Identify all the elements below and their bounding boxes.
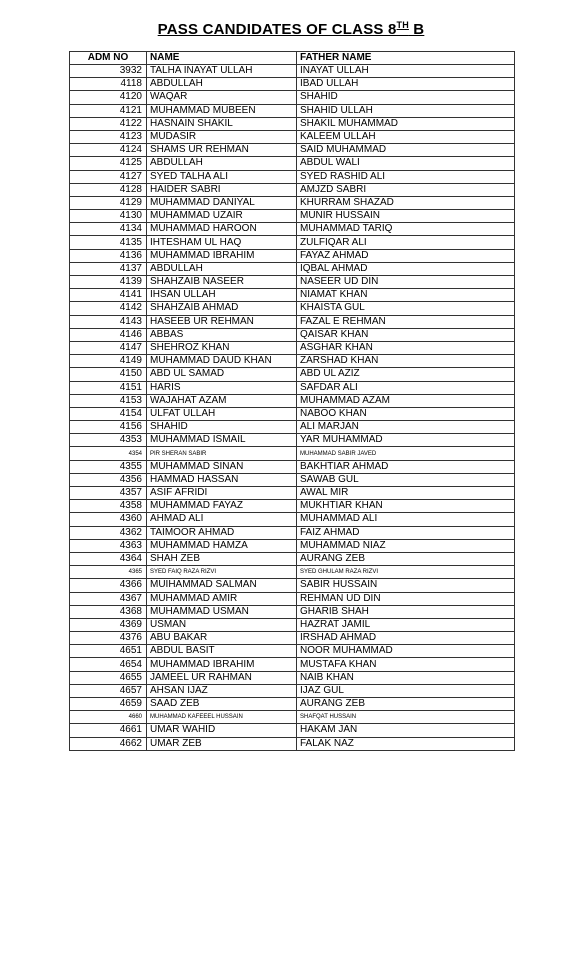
name-cell: SHEHROZ KHAN: [147, 341, 297, 354]
table-row: [70, 262, 515, 275]
father-name-cell: BAKHTIAR AHMAD: [297, 460, 515, 473]
table-row: [70, 737, 515, 750]
father-name-cell: SABIR HUSSAIN: [297, 579, 515, 592]
name-cell: JAMEEL UR RAHMAN: [147, 671, 297, 684]
name-cell: MUHAMMAD DANIYAL: [147, 196, 297, 209]
table-row: [70, 671, 515, 684]
name-cell: PIR SHERAN SABIR: [147, 447, 297, 460]
father-name-cell: IJAZ GUL: [297, 684, 515, 697]
table-row: [70, 381, 515, 394]
header-name: NAME: [147, 52, 297, 65]
adm-no-cell: 4130: [70, 210, 147, 223]
adm-no-cell: 4376: [70, 632, 147, 645]
father-name-cell: YAR MUHAMMAD: [297, 434, 515, 447]
name-cell: SHAMS UR REHMAN: [147, 144, 297, 157]
name-cell: MUHAMMAD HAROON: [147, 223, 297, 236]
table-row: [70, 421, 515, 434]
adm-no-cell: 4360: [70, 513, 147, 526]
table-row: [70, 276, 515, 289]
name-cell: ULFAT ULLAH: [147, 407, 297, 420]
adm-no-cell: 4147: [70, 341, 147, 354]
name-cell: ABDULLAH: [147, 78, 297, 91]
table-row: [70, 434, 515, 447]
father-name-cell: MUKHTIAR KHAN: [297, 500, 515, 513]
name-cell: MUHAMMAD FAYAZ: [147, 500, 297, 513]
name-cell: ABDULLAH: [147, 157, 297, 170]
adm-no-cell: 4362: [70, 526, 147, 539]
father-name-cell: AWAL MIR: [297, 487, 515, 500]
title-superscript: TH: [396, 20, 409, 30]
table-row: [70, 328, 515, 341]
adm-no-cell: 4134: [70, 223, 147, 236]
father-name-cell: MUHAMMAD AZAM: [297, 394, 515, 407]
adm-no-cell: 4151: [70, 381, 147, 394]
father-name-cell: KHURRAM SHAZAD: [297, 196, 515, 209]
name-cell: MUHAMMAD KAFEEEL HUSSAIN: [147, 711, 297, 724]
father-name-cell: SHAHID: [297, 91, 515, 104]
table-row: [70, 513, 515, 526]
name-cell: SHAHID: [147, 421, 297, 434]
table-row: [70, 658, 515, 671]
table-row: [70, 170, 515, 183]
table-row: [70, 130, 515, 143]
table-row: [70, 65, 515, 78]
table-row: [70, 447, 515, 460]
father-name-cell: SYED GHULAM RAZA RIZVI: [297, 566, 515, 579]
table-row: [70, 341, 515, 354]
name-cell: SHAHZAIB NASEER: [147, 276, 297, 289]
table-row: [70, 394, 515, 407]
father-name-cell: REHMAN UD DIN: [297, 592, 515, 605]
table-row: [70, 500, 515, 513]
header-father-name: FATHER NAME: [297, 52, 515, 65]
name-cell: MUHAMMAD IBRAHIM: [147, 249, 297, 262]
name-cell: MUHAMMAD UZAIR: [147, 210, 297, 223]
adm-no-cell: 4655: [70, 671, 147, 684]
title-suffix: B: [408, 21, 425, 38]
header-adm-no: ADM NO: [70, 52, 147, 65]
title-text: PASS CANDIDATES OF CLASS 8: [157, 21, 397, 38]
father-name-cell: ASGHAR KHAN: [297, 341, 515, 354]
table-row: [70, 473, 515, 486]
name-cell: ABDUL BASIT: [147, 645, 297, 658]
table-row: [70, 368, 515, 381]
adm-no-cell: 4150: [70, 368, 147, 381]
father-name-cell: NAIB KHAN: [297, 671, 515, 684]
adm-no-cell: 4369: [70, 618, 147, 631]
father-name-cell: HAKAM JAN: [297, 724, 515, 737]
name-cell: MUDASIR: [147, 130, 297, 143]
father-name-cell: MUHAMMAD ALI: [297, 513, 515, 526]
father-name-cell: IRSHAD AHMAD: [297, 632, 515, 645]
table-row: [70, 289, 515, 302]
father-name-cell: IBAD ULLAH: [297, 78, 515, 91]
table-row: [70, 355, 515, 368]
adm-no-cell: 4146: [70, 328, 147, 341]
name-cell: HASEEB UR REHMAN: [147, 315, 297, 328]
table-row: [70, 249, 515, 262]
table-header-row: [70, 52, 515, 65]
table-row: [70, 698, 515, 711]
name-cell: WAJAHAT AZAM: [147, 394, 297, 407]
name-cell: AHMAD ALI: [147, 513, 297, 526]
adm-no-cell: 4659: [70, 698, 147, 711]
table-row: [70, 223, 515, 236]
father-name-cell: GHARIB SHAH: [297, 605, 515, 618]
adm-no-cell: 4127: [70, 170, 147, 183]
table-row: [70, 592, 515, 605]
table-body: [70, 65, 515, 751]
father-name-cell: MUNIR HUSSAIN: [297, 210, 515, 223]
table-row: [70, 91, 515, 104]
name-cell: MUHAMMAD AMIR: [147, 592, 297, 605]
father-name-cell: AURANG ZEB: [297, 698, 515, 711]
father-name-cell: SYED RASHID ALI: [297, 170, 515, 183]
father-name-cell: SHAHID ULLAH: [297, 104, 515, 117]
table-row: [70, 196, 515, 209]
table-row: [70, 487, 515, 500]
adm-no-cell: 4154: [70, 407, 147, 420]
adm-no-cell: 4353: [70, 434, 147, 447]
adm-no-cell: 4141: [70, 289, 147, 302]
father-name-cell: IQBAL AHMAD: [297, 262, 515, 275]
adm-no-cell: 4657: [70, 684, 147, 697]
table-row: [70, 302, 515, 315]
adm-no-cell: 4367: [70, 592, 147, 605]
adm-no-cell: 4137: [70, 262, 147, 275]
adm-no-cell: 4358: [70, 500, 147, 513]
name-cell: IHSAN ULLAH: [147, 289, 297, 302]
table-row: [70, 236, 515, 249]
adm-no-cell: 4135: [70, 236, 147, 249]
father-name-cell: KHAISTA GUL: [297, 302, 515, 315]
father-name-cell: MUHAMMAD TARIQ: [297, 223, 515, 236]
name-cell: UMAR WAHID: [147, 724, 297, 737]
adm-no-cell: 4662: [70, 737, 147, 750]
adm-no-cell: 4660: [70, 711, 147, 724]
name-cell: TALHA INAYAT ULLAH: [147, 65, 297, 78]
adm-no-cell: 3932: [70, 65, 147, 78]
father-name-cell: AURANG ZEB: [297, 552, 515, 565]
table-row: [70, 645, 515, 658]
father-name-cell: ZARSHAD KHAN: [297, 355, 515, 368]
name-cell: HARIS: [147, 381, 297, 394]
adm-no-cell: 4365: [70, 566, 147, 579]
adm-no-cell: 4143: [70, 315, 147, 328]
father-name-cell: KALEEM ULLAH: [297, 130, 515, 143]
name-cell: MUHAMMAD HAMZA: [147, 539, 297, 552]
adm-no-cell: 4125: [70, 157, 147, 170]
table-row: [70, 618, 515, 631]
father-name-cell: FAYAZ AHMAD: [297, 249, 515, 262]
adm-no-cell: 4366: [70, 579, 147, 592]
father-name-cell: ZULFIQAR ALI: [297, 236, 515, 249]
name-cell: SAAD ZEB: [147, 698, 297, 711]
adm-no-cell: 4356: [70, 473, 147, 486]
adm-no-cell: 4123: [70, 130, 147, 143]
name-cell: AHSAN IJAZ: [147, 684, 297, 697]
adm-no-cell: 4368: [70, 605, 147, 618]
name-cell: HAMMAD HASSAN: [147, 473, 297, 486]
table-row: [70, 104, 515, 117]
table-row: [70, 605, 515, 618]
name-cell: IHTESHAM UL HAQ: [147, 236, 297, 249]
name-cell: USMAN: [147, 618, 297, 631]
father-name-cell: FAIZ AHMAD: [297, 526, 515, 539]
name-cell: SHAHZAIB AHMAD: [147, 302, 297, 315]
table-row: [70, 724, 515, 737]
table-row: [70, 552, 515, 565]
table-row: [70, 157, 515, 170]
name-cell: SYED TALHA ALI: [147, 170, 297, 183]
name-cell: SHAH ZEB: [147, 552, 297, 565]
table-row: [70, 78, 515, 91]
table-row: [70, 210, 515, 223]
father-name-cell: MUSTAFA KHAN: [297, 658, 515, 671]
adm-no-cell: 4142: [70, 302, 147, 315]
adm-no-cell: 4153: [70, 394, 147, 407]
name-cell: ABD UL SAMAD: [147, 368, 297, 381]
father-name-cell: SAID MUHAMMAD: [297, 144, 515, 157]
father-name-cell: NASEER UD DIN: [297, 276, 515, 289]
adm-no-cell: 4363: [70, 539, 147, 552]
name-cell: ABBAS: [147, 328, 297, 341]
name-cell: ABU BAKAR: [147, 632, 297, 645]
adm-no-cell: 4661: [70, 724, 147, 737]
father-name-cell: SHAFQAT HUSSAIN: [297, 711, 515, 724]
adm-no-cell: 4136: [70, 249, 147, 262]
table-row: [70, 407, 515, 420]
name-cell: TAIMOOR AHMAD: [147, 526, 297, 539]
father-name-cell: FALAK NAZ: [297, 737, 515, 750]
adm-no-cell: 4654: [70, 658, 147, 671]
name-cell: SYED FAIQ RAZA RIZVI: [147, 566, 297, 579]
table-row: [70, 315, 515, 328]
table-row: [70, 566, 515, 579]
father-name-cell: QAISAR KHAN: [297, 328, 515, 341]
name-cell: MUHAMMAD ISMAIL: [147, 434, 297, 447]
adm-no-cell: 4121: [70, 104, 147, 117]
adm-no-cell: 4122: [70, 117, 147, 130]
table-row: [70, 460, 515, 473]
adm-no-cell: 4128: [70, 183, 147, 196]
name-cell: WAQAR: [147, 91, 297, 104]
father-name-cell: AMJZD SABRI: [297, 183, 515, 196]
adm-no-cell: 4364: [70, 552, 147, 565]
table-row: [70, 539, 515, 552]
table-row: [70, 711, 515, 724]
candidates-table: [69, 51, 515, 751]
father-name-cell: SAWAB GUL: [297, 473, 515, 486]
adm-no-cell: 4156: [70, 421, 147, 434]
adm-no-cell: 4139: [70, 276, 147, 289]
adm-no-cell: 4118: [70, 78, 147, 91]
father-name-cell: ABD UL AZIZ: [297, 368, 515, 381]
adm-no-cell: 4129: [70, 196, 147, 209]
name-cell: ASIF AFRIDI: [147, 487, 297, 500]
adm-no-cell: 4149: [70, 355, 147, 368]
father-name-cell: SHAKIL MUHAMMAD: [297, 117, 515, 130]
table-row: [70, 144, 515, 157]
adm-no-cell: 4355: [70, 460, 147, 473]
table-row: [70, 579, 515, 592]
father-name-cell: MUHAMMAD SABIR JAVED: [297, 447, 515, 460]
father-name-cell: INAYAT ULLAH: [297, 65, 515, 78]
name-cell: UMAR ZEB: [147, 737, 297, 750]
adm-no-cell: 4354: [70, 447, 147, 460]
name-cell: MUIHAMMAD SALMAN: [147, 579, 297, 592]
adm-no-cell: 4120: [70, 91, 147, 104]
table-row: [70, 632, 515, 645]
adm-no-cell: 4357: [70, 487, 147, 500]
father-name-cell: ALI MARJAN: [297, 421, 515, 434]
name-cell: HAIDER SABRI: [147, 183, 297, 196]
father-name-cell: MUHAMMAD NIAZ: [297, 539, 515, 552]
father-name-cell: NOOR MUHAMMAD: [297, 645, 515, 658]
name-cell: MUHAMMAD DAUD KHAN: [147, 355, 297, 368]
adm-no-cell: 4651: [70, 645, 147, 658]
name-cell: MUHAMMAD SINAN: [147, 460, 297, 473]
father-name-cell: FAZAL E REHMAN: [297, 315, 515, 328]
adm-no-cell: 4124: [70, 144, 147, 157]
name-cell: ABDULLAH: [147, 262, 297, 275]
page-title: [0, 20, 582, 38]
father-name-cell: HAZRAT JAMIL: [297, 618, 515, 631]
table-row: [70, 684, 515, 697]
table-row: [70, 117, 515, 130]
father-name-cell: ABDUL WALI: [297, 157, 515, 170]
name-cell: MUHAMMAD IBRAHIM: [147, 658, 297, 671]
name-cell: MUHAMMAD USMAN: [147, 605, 297, 618]
table-row: [70, 183, 515, 196]
father-name-cell: SAFDAR ALI: [297, 381, 515, 394]
name-cell: MUHAMMAD MUBEEN: [147, 104, 297, 117]
table-row: [70, 526, 515, 539]
name-cell: HASNAIN SHAKIL: [147, 117, 297, 130]
father-name-cell: NABOO KHAN: [297, 407, 515, 420]
father-name-cell: NIAMAT KHAN: [297, 289, 515, 302]
